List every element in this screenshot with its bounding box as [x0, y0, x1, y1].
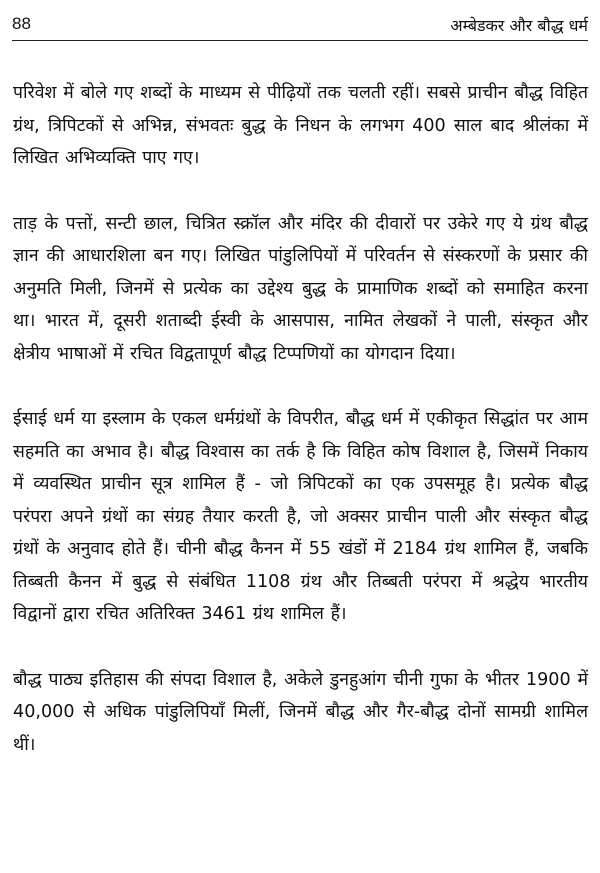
header-rule	[12, 40, 588, 41]
page-header	[12, 14, 588, 40]
paragraph-4: बौद्ध पाठ्य इतिहास की संपदा विशाल है, अकेले डुनहुआंग चीनी गुफा के भीतर 1900 में 40,000 से अधिक पांडुलिपियाँ मिलीं, जिनमें बौद्ध और गैर-बौद्ध दोनों सामग्री शामिल थीं।	[13, 669, 588, 755]
running-title: अम्बेडकर और बौद्ध धर्म	[450, 16, 588, 35]
paragraph-1: परिवेश में बोले गए शब्दों के माध्यम से पीढ़ियों तक चलती रहीं। सबसे प्राचीन बौद्ध विहित ग्रंथ, त्रिपिटकों से अभिन्न, संभवतः बुद्ध के निधन के लगभग 400 साल बाद श्रीलंका में लिखित अभिव्यक्ति पाए गए।	[13, 83, 588, 168]
body-text	[13, 77, 588, 794]
paragraph-2: ताड़ के पत्तों, सन्टी छाल, चित्रित स्क्रॉल और मंदिर की दीवारों पर उकेरे गए ये ग्रंथ बौद्ध ज्ञान की आधारशिला बन गए। लिखित पांडुलिपियों में परिवर्तन से संस्करणों के प्रसार की अनुमति मिली, जिनमें से प्रत्येक का उद्देश्य बुद्ध के प्रामाणिक शब्दों को समाहित करना था। भारत में, दूसरी शताब्दी ईस्वी के आसपास, नामित लेखकों ने पाली, संस्कृत और क्षेत्रीय भाषाओं में रचित विद्वतापूर्ण बौद्ध टिप्पणियों का योगदान दिया।	[13, 213, 588, 364]
paragraph-3: ईसाई धर्म या इस्लाम के एकल धर्मग्रंथों के विपरीत, बौद्ध धर्म में एकीकृत सिद्धांत पर आम सहमति का अभाव है। बौद्ध विश्वास का तर्क है कि विहित कोष विशाल है, जिसमें निकाय में व्यवस्थित प्राचीन सूत्र शामिल हैं - जो त्रिपिटकों का एक उपसमूह है। प्रत्येक बौद्ध परंपरा अपने ग्रंथों का संग्रह तैयार करती है, जो अक्सर प्राचीन पाली और संस्कृत बौद्ध ग्रंथों के अनुवाद होते हैं। चीनी बौद्ध कैनन में 55 खंडों में 2184 ग्रंथ शामिल हैं, जबकि तिब्बती कैनन में बुद्ध से संबंधित 1108 ग्रंथ और तिब्बती परंपरा में श्रद्धेय भारतीय विद्वानों द्वारा रचित अतिरिक्त 3461 ग्रंथ शामिल हैं।	[13, 409, 588, 624]
page-number: 88	[12, 14, 31, 33]
